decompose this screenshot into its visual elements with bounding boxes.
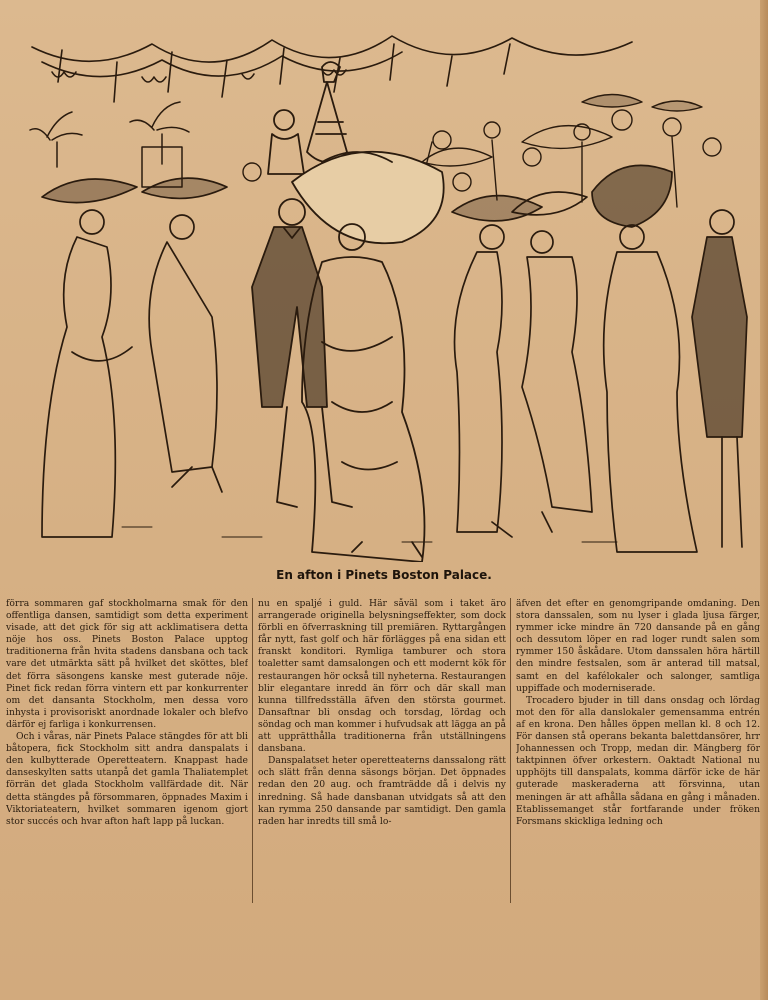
article-column-2 [258,598,506,908]
page-edge [760,0,768,1000]
dance-hall-illustration [22,22,752,562]
right-center-couple [452,192,592,537]
article-column-3 [516,598,760,908]
ceiling-garlands [32,36,632,102]
article-column-1 [6,598,248,908]
floor-hatching [122,527,617,542]
potted-palms [30,102,189,187]
column-divider [510,598,511,903]
column-divider [252,598,253,903]
far-right-couple [592,165,747,552]
column-3-paragraph-2: Trocadero bjuder in till dans onsdag och lördag mot den för alla danslokaler gemensamma entrén af en krona. Den hålles öppen mellan kl. 8 och 12. För dansen stå operans bekanta balettdansörer, hrr Johannessen och Tropp, medan dir. Mängberg för taktpinnen öfver orkestern. Oaktadt National nu upphöjts till danspalats, komma därför icke de här guterade maskeraderna att försvinna, utan meningen är att afhålla sådana en gång i månaden. Etablissemanget står fortfarande under fröken Forsmans skickliga ledning och [516,694,760,827]
column-2-paragraph-1: nu en spaljé i guld. Här såväl som i taket äro arrangerade originella belysningseffekter, som dock förbli en öfverraskning till premiären. Ryttargången får nytt, fast golf och här förlägges på ena sidan ett franskt konditori. Rymliga tamburer och stora toaletter samt damsalongen och ett modernt kök för restaurangen hör också till nyheterna. Restaurangen blir elegantare inredd än förr och där skall man kunna tillfredsställa äfven den största gourmet. Dansaftnar bli onsdag och torsdag, lördag och söndag och man kommer i hufvudsak att lägga an på att upprätthålla traditionerna från utställningens dansbana. [258,598,506,755]
illustration-caption: En afton i Pinets Boston Palace. [276,568,492,582]
column-1-paragraph-2: Och i våras, när Pinets Palace stängdes för att bli båtopera, fick Stockholm sitt andra danspalats i den kulbytterade Operetteatern. Knappast hade danseskylten satts utanpå det gamla Thaliatemplet förrän det glada Stockholm vallfärdade dit. När detta stängdes på försommaren, öppnades Maxim i Viktoriateatern, hvilket sommaren igenom gjort stor succés och hvar afton haft lapp på luckan. [6,731,248,827]
tuxedo-dancer [252,199,352,507]
column-2-paragraph-2: Danspalatset heter operetteaterns danssalong rätt och slätt från denna säsongs början. Det öppnades redan den 20 aug. och framträdde då i delvis ny inredning. Så hade dansbanan utvidgats så att den kan rymma 250 dansande par samtidigt. Den gamla raden har inredts till små lo- [258,755,506,827]
column-3-paragraph-1: äfven det efter en genomgripande omdaning. Den stora danssalen, som nu lyser i glada ljusa färger, rymmer icke mindre än 720 dansande på en gång och dessutom löper en rad loger rundt salen som rymmer 150 åskådare. Utom danssalen höra härtill den mindre festsalen, som är anterad till matsal, samt en del kafélokaler och salonger, samtliga uppiffade och moderniserade. [516,598,760,694]
left-dancer-couple [42,178,227,537]
column-1-paragraph-1: förra sommaren gaf stockholmarna smak för den offentliga dansen, samtidigt som detta experiment visade, att det gick för sig att acklimatisera detta nöje hos oss. Pinets Boston Palace upptog traditionerna från hvita stadens dansbana och tack vare det utmärkta sätt på hvilket det sköttes, blef det förra säsongens kanske mest guterade nöje. Pinet fick redan förra vintern ett par konkurrenter om det dansanta Stockholm, men dessa voro inhysta i provisoriskt anordnade lokaler och blefvo därför ej farliga i konkurrensen. [6,598,248,730]
